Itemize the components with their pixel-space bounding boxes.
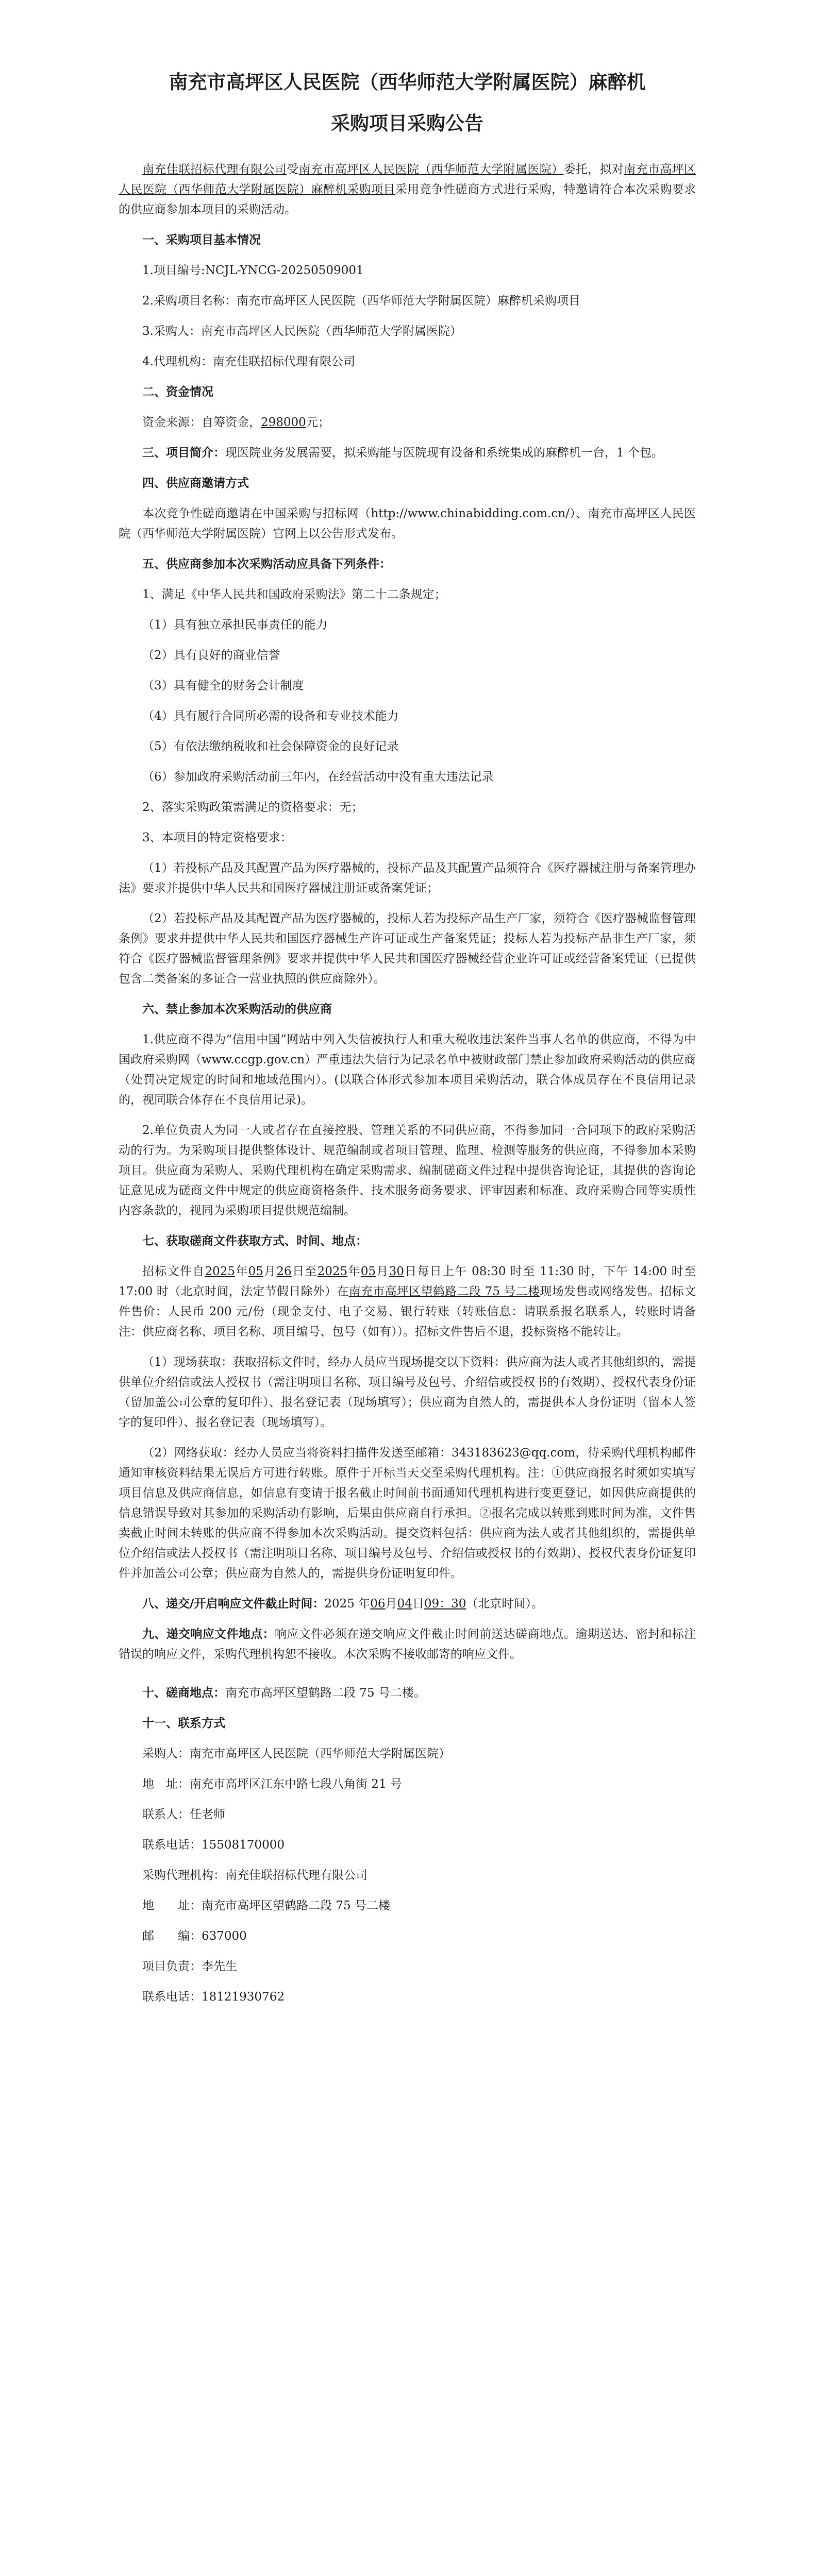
s5-item: （2）具有良好的商业信誉 bbox=[142, 649, 280, 662]
s5-item: （5）有依法缴纳税收和社会保障资金的良好记录 bbox=[142, 740, 399, 753]
section-5-heading: 五、供应商参加本次采购活动应具备下列条件： bbox=[142, 557, 391, 571]
contact-line: 采购代理机构：南充佳联招标代理有限公司 bbox=[142, 1869, 368, 1882]
s5-item: 3、本项目的特定资格要求： bbox=[142, 831, 292, 844]
contact-email: 343183623@qq.com bbox=[452, 1446, 576, 1460]
contact-line: 邮 编：637000 bbox=[142, 1929, 247, 1943]
contact-line: 项目负责：李先生 bbox=[142, 1960, 237, 1973]
sale-location: 南充市高坪区望鹤路二段 75 号二楼 bbox=[348, 1285, 540, 1298]
s6-paragraph-1: 1.供应商不得为“信用中国”网站中列入失信被执行人和重大税收违法案件当事人名单的供应商，不得为中国政府采购网（www.ccgp.gov.cn）严重违法失信行为记录名单中被财政部门禁止参加政府采购活动的供应商（处罚决定规定的时间和地域范围内）。(以联合体形式参加本项目采购活动，联合体成员存在不良信用记录的，视同联合体存在不良信用记录)。 bbox=[119, 1033, 696, 1107]
s1-item: 1.项目编号:NCJL-YNCG-20250509001 bbox=[142, 264, 364, 277]
s1-item: 3.采购人：南充市高坪区人民医院（西华师范大学附属医院） bbox=[142, 325, 462, 338]
agency-name: 南充佳联招标代理有限公司 bbox=[142, 163, 287, 176]
section-8-heading: 八、递交/开启响应文件截止时间： bbox=[142, 1597, 325, 1611]
s5-requirement-1: （1）若投标产品及其配置产品为医疗器械的，投标产品及其配置产品须符合《医疗器械注册与备案管理办法》要求并提供中华人民共和国医疗器械注册证或备案凭证； bbox=[119, 861, 696, 895]
s7-paragraph-1: 招标文件自2025年05月26日至2025年05月30日每日上午 08:30 时至 11:30 时，下午 14:00 时至 17:00 时（北京时间，法定节假日除外）在南充市高坪区望鹤路二段 75 号二楼现场发售或网络发售。招标文件售价：人民币 200 元/份（现金支付、电子交易、银行转账（转账信息：请联系报名联系人，转账时请备注：供应商名称、项目名称、项目编号、包号（如有））。招标文件售后不退，投标资格不能转让。 bbox=[119, 1265, 696, 1338]
contact-line: 采购人：南充市高坪区人民医院（西华师范大学附属医院） bbox=[142, 1747, 450, 1760]
section-3: 三、项目简介：现医院业务发展需要，拟采购能与医院现有设备和系统集成的麻醉机一台，1 个包。 bbox=[142, 446, 663, 460]
section-1-heading: 一、采购项目基本情况 bbox=[142, 233, 261, 247]
s7-paragraph-3: （2）网络获取：经办人员应当将资料扫描件发送至邮箱：343183623@qq.com，待采购代理机构邮件通知审核资料结果无误后方可进行转账。原件于开标当天交至采购代理机构。注：①供应商报名时须如实填写项目信息及供应商信息，如信息有变请于报名截止时间前书面通知代理机构进行变更登记，如因供应商提供的信息错误导致对其参加的采购活动有影响，后果由供应商自行承担。②报名完成以转账到账时间为准，文件售卖截止时间未转账的供应商不得参加本次采购活动。提交资料包括：供应商为法人或者其他组织的，需提供单位介绍信或法人授权书（需注明项目名称、项目编号及包号、介绍信或授权书的有效期）、授权代表身份证复印件并加盖公司公章；供应商为自然人的，需提供身份证明复印件。 bbox=[119, 1446, 696, 1580]
section-2-heading: 二、资金情况 bbox=[142, 385, 213, 399]
section-10: 十、磋商地点：南充市高坪区望鹤路二段 75 号二楼。 bbox=[142, 1686, 426, 1700]
contact-line: 联系人：任老师 bbox=[142, 1808, 225, 1821]
section-4-heading: 四、供应商邀请方式 bbox=[142, 477, 249, 490]
s5-item: 1、满足《中华人民共和国政府采购法》第二十二条规定； bbox=[142, 588, 446, 601]
section-11-heading: 十一、联系方式 bbox=[142, 1717, 225, 1730]
section-10-heading: 十、磋商地点： bbox=[142, 1686, 225, 1700]
contact-line: 联系电话：18121930762 bbox=[142, 1990, 285, 2004]
project-name: 南充市高坪区人民医院（西华师范大学附属医院）麻醉机采购项目 bbox=[119, 163, 696, 196]
contact-line: 地 址：南充市高坪区江东中路七段八角街 21 号 bbox=[142, 1777, 402, 1791]
s5-requirement-2: （2）若投标产品及其配置产品为医疗器械的，投标人若为投标产品生产厂家，须符合《医疗器械监督管理条例》要求并提供中华人民共和国医疗器械生产许可证或生产备案凭证；投标人若为投标产品非生产厂家，须符合《医疗器械监督管理条例》要求并提供中华人民共和国医疗器械经营企业许可证或经营备案凭证（已提供包含二类备案的多证合一营业执照的供应商除外）。 bbox=[119, 912, 696, 986]
section-8: 八、递交/开启响应文件截止时间：2025 年06月04日09：30（北京时间）。 bbox=[142, 1597, 543, 1611]
section-6-heading: 六、禁止参加本次采购活动的供应商 bbox=[142, 1003, 332, 1016]
section-4-text: 本次竞争性磋商邀请在中国采购与招标网（http://www.chinabidding.com.cn/）、南充市高坪区人民医院（西华师范大学附属医院）官网上以公告形式发布。 bbox=[119, 507, 696, 540]
contact-line: 地 址：南充市高坪区望鹤路二段 75 号二楼 bbox=[142, 1899, 390, 1912]
s5-item: （3）具有健全的财务会计制度 bbox=[142, 679, 304, 692]
s5-item: （4）具有履行合同所必需的设备和专业技术能力 bbox=[142, 709, 399, 723]
s6-paragraph-2: 2.单位负责人为同一人或者存在直接控股、管理关系的不同供应商，不得参加同一合同项下的政府采购活动的行为。为采购项目提供整体设计、规范编制或者项目管理、监理、检测等服务的供应商，不得参加本采购项目。供应商为采购人、采购代理机构在确定采购需求、编制磋商文件过程中提供咨询论证，其提供的咨询论证意见成为磋商文件中规定的供应商资格条件、技术服务商务要求、评审因素和标准、政府采购合同等实质性内容条款的，视同为采购项目提供规范编制。 bbox=[119, 1124, 696, 1217]
intro-paragraph: 南充佳联招标代理有限公司受南充市高坪区人民医院（西华师范大学附属医院）委托，拟对南充市高坪区人民医院（西华师范大学附属医院）麻醉机采购项目采用竞争性磋商方式进行采购，特邀请符合本次采购要求的供应商参加本项目的采购活动。 bbox=[119, 163, 696, 216]
section-9-heading: 九、递交响应文件地点： bbox=[142, 1628, 275, 1641]
announcement-document bbox=[119, 62, 696, 2007]
s1-item: 4.代理机构：南充佳联招标代理有限公司 bbox=[142, 355, 355, 368]
section-7-heading: 七、获取磋商文件获取方式、时间、地点： bbox=[142, 1234, 368, 1248]
s5-item: （1）具有独立承担民事责任的能力 bbox=[142, 618, 328, 632]
s1-item: 2.采购项目名称：南充市高坪区人民医院（西华师范大学附属医院）麻醉机采购项目 bbox=[142, 294, 580, 308]
section-3-heading: 三、项目简介： bbox=[142, 446, 225, 460]
budget-amount: 298000 bbox=[261, 416, 306, 429]
contact-line: 联系电话：15508170000 bbox=[142, 1838, 285, 1852]
document-title-line2: 采购项目采购公告 bbox=[331, 112, 483, 134]
s7-paragraph-2: （1）现场获取：获取招标文件时，经办人员应当现场提交以下资料：供应商为法人或者其他组织的，需提供单位介绍信或法人授权书（需注明项目名称、项目编号及包号、介绍信或授权书的有效期）、授权代表身份证（留加盖公司公章的复印件）、报名登记表（现场填写）；供应商为自然人的，需提供本人身份证明（留本人签字的复印件）、报名登记表（现场填写）。 bbox=[119, 1355, 696, 1429]
s5-item: （6）参加政府采购活动前三年内，在经营活动中没有重大违法记录 bbox=[142, 770, 494, 784]
section-9: 九、递交响应文件地点：响应文件必须在递交响应文件截止时间前送达磋商地点。逾期送达、密封和标注错误的响应文件，采购代理机构恕不接收。本次采购不接收邮寄的响应文件。 bbox=[119, 1628, 696, 1661]
funding-source: 资金来源：自筹资金，298000元； bbox=[142, 416, 330, 429]
document-title-line1: 南充市高坪区人民医院（西华师范大学附属医院）麻醉机 bbox=[169, 71, 646, 93]
purchaser-name: 南充市高坪区人民医院（西华师范大学附属医院） bbox=[298, 163, 564, 176]
s5-item: 2、落实采购政策需满足的资格要求：无； bbox=[142, 801, 363, 814]
